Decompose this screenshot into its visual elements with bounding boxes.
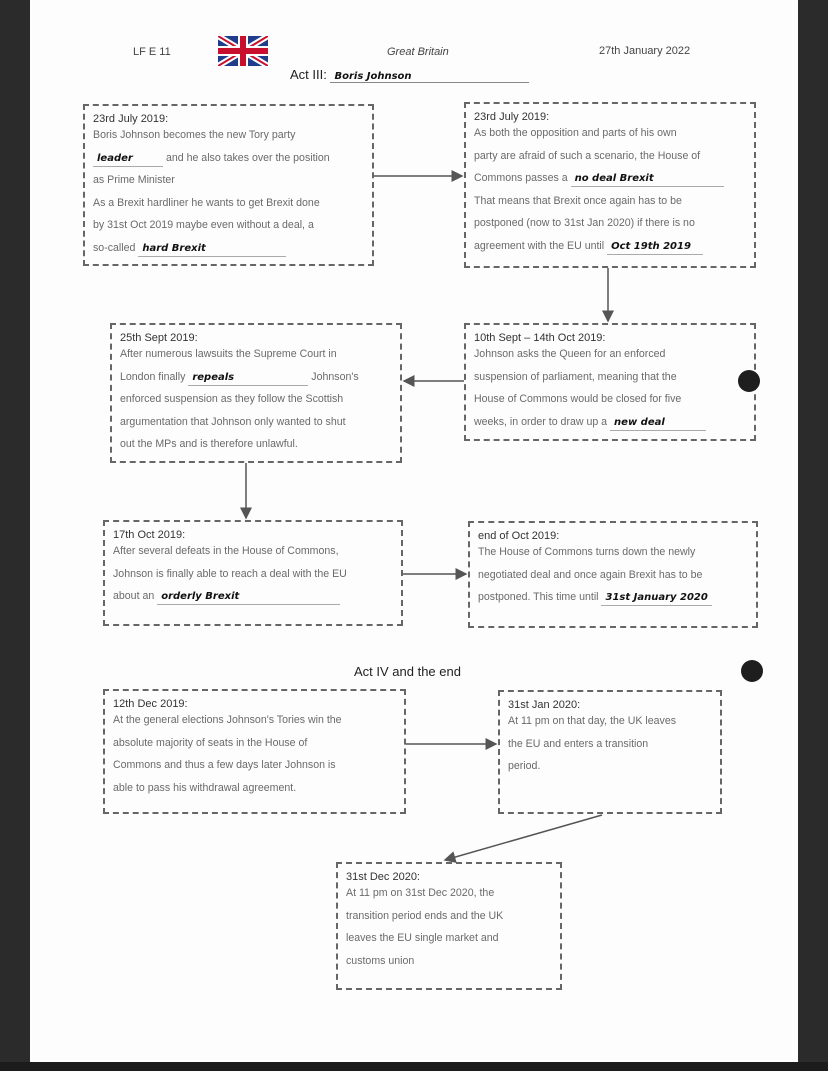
text-line: As a Brexit hardliner he wants to get Brexit done bbox=[93, 196, 320, 209]
text-line: As both the opposition and parts of his own bbox=[474, 127, 677, 139]
answer-field[interactable]: orderly Brexit bbox=[157, 590, 340, 605]
text-line: At the general elections Johnson's Tories win the bbox=[113, 714, 342, 726]
answer-field[interactable]: hard Brexit bbox=[138, 242, 286, 257]
text-line: by 31st Oct 2019 maybe even without a deal, a bbox=[93, 219, 314, 231]
answer-field[interactable]: new deal bbox=[610, 416, 706, 431]
text-fragment: about an bbox=[113, 590, 155, 602]
act4-heading: Act IV and the end bbox=[354, 664, 461, 679]
answer-field[interactable]: no deal Brexit bbox=[571, 172, 724, 187]
event-date: end of Oct 2019: bbox=[478, 530, 560, 542]
text-fragment: and he also takes over the position bbox=[165, 151, 330, 164]
header-date: 27th January 2022 bbox=[599, 45, 691, 57]
text-line: negotiated deal and once again Brexit has to be bbox=[478, 568, 703, 581]
text-line: party are afraid of such a scenario, the House of bbox=[474, 149, 701, 162]
event-date: 17th Oct 2019: bbox=[113, 529, 186, 541]
text-line: the EU and enters a transition bbox=[508, 737, 649, 750]
text-line: absolute majority of seats in the House of bbox=[113, 736, 308, 749]
text-line: At 11 pm on 31st Dec 2020, the bbox=[346, 887, 495, 899]
event-date: 23rd July 2019: bbox=[93, 113, 169, 125]
answer-field[interactable]: leader bbox=[93, 152, 163, 167]
arrow-box8-to-box9 bbox=[445, 815, 602, 860]
text-line: After several defeats in the House of Commons, bbox=[113, 545, 339, 557]
text-line: At 11 pm on that day, the UK leaves bbox=[508, 715, 677, 727]
text-line: leaves the EU single market and bbox=[346, 932, 499, 944]
text-line: transition period ends and the UK bbox=[346, 909, 504, 922]
text-line: Johnson asks the Queen for an enforced bbox=[474, 348, 666, 360]
subject-title: Great Britain bbox=[387, 46, 449, 58]
text-fragment: agreement with the EU until bbox=[474, 239, 605, 252]
text-fragment: Johnson's bbox=[311, 370, 359, 383]
text-line: House of Commons would be closed for five bbox=[474, 393, 682, 405]
text-fragment: weeks, in order to draw up a bbox=[474, 415, 608, 428]
event-date: 23rd July 2019: bbox=[474, 111, 550, 123]
answer-field[interactable]: repeals bbox=[188, 371, 308, 386]
text-line: out the MPs and is therefore unlawful. bbox=[120, 438, 298, 450]
answer-field[interactable]: 31st January 2020 bbox=[601, 591, 711, 606]
course-code: LF E 11 bbox=[133, 46, 171, 58]
text-line: able to pass his withdrawal agreement. bbox=[113, 781, 297, 794]
text-line: Commons and thus a few days later Johnson is bbox=[113, 759, 336, 771]
text-line: Johnson is finally able to reach a deal with the EU bbox=[113, 567, 347, 580]
text-fragment: so-called bbox=[93, 241, 136, 254]
text-line: That means that Brexit once again has to be bbox=[474, 194, 682, 207]
text-line: customs union bbox=[346, 954, 415, 967]
text-fragment: postponed. This time until bbox=[478, 591, 599, 603]
text-line: argumentation that Johnson only wanted to shut bbox=[120, 415, 346, 428]
event-date: 31st Jan 2020: bbox=[508, 699, 581, 711]
event-date: 12th Dec 2019: bbox=[113, 698, 188, 710]
text-line: After numerous lawsuits the Supreme Court in bbox=[120, 348, 337, 360]
text-line: postponed (now to 31st Jan 2020) if there is no bbox=[474, 217, 695, 229]
text-line: The House of Commons turns down the newly bbox=[478, 546, 696, 558]
text-fragment: Commons passes a bbox=[474, 172, 568, 184]
act3-name: Boris Johnson bbox=[330, 71, 529, 83]
text-line: period. bbox=[508, 760, 541, 772]
event-date: 31st Dec 2020: bbox=[346, 871, 420, 883]
event-date: 10th Sept – 14th Oct 2019: bbox=[474, 332, 606, 344]
act3-label: Act III: bbox=[290, 67, 327, 82]
text-fragment: London finally bbox=[120, 370, 186, 383]
answer-field[interactable]: Oct 19th 2019 bbox=[607, 240, 703, 255]
text-line: Boris Johnson becomes the new Tory party bbox=[93, 129, 296, 141]
event-date: 25th Sept 2019: bbox=[120, 332, 198, 344]
text-line: suspension of parliament, meaning that the bbox=[474, 370, 677, 383]
text-line: enforced suspension as they follow the Scottish bbox=[120, 393, 344, 405]
text-line: as Prime Minister bbox=[93, 174, 175, 186]
